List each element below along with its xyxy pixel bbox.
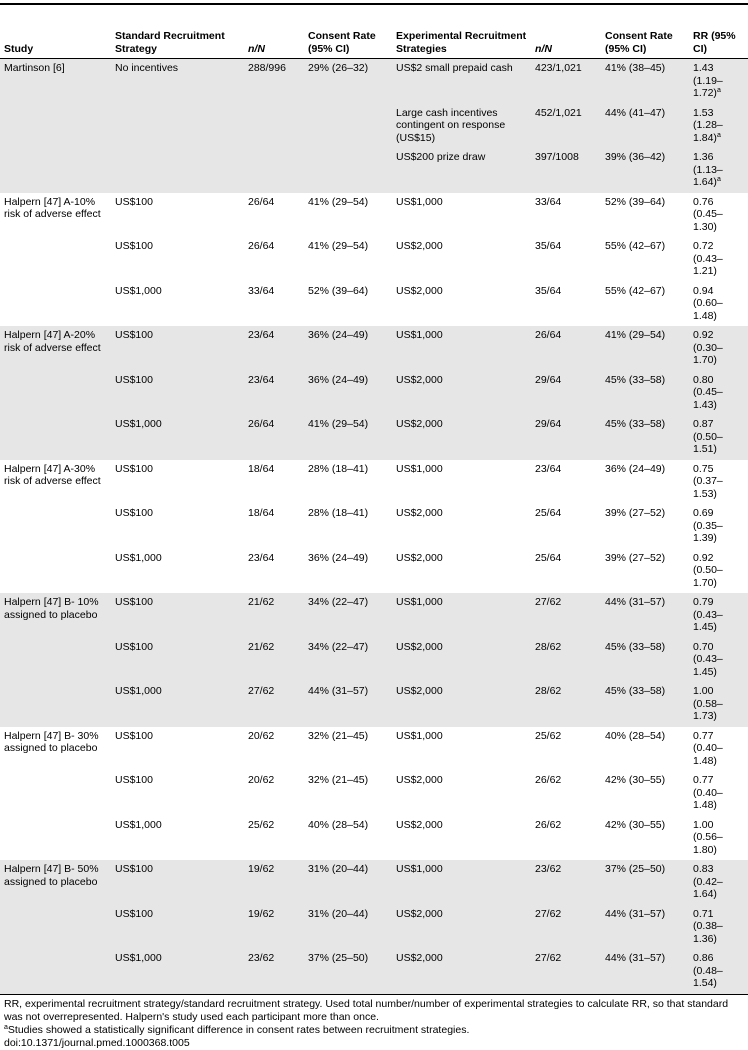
table-row: [0, 504, 748, 549]
cell-study: [0, 549, 111, 594]
header-experimental: Experimental Recruitment Strategies: [396, 30, 527, 55]
cell-standard-nn: 25/62: [248, 818, 275, 831]
cell-study: [0, 905, 111, 950]
table-row: [0, 549, 748, 594]
cell-standard-strategy: US$100: [115, 462, 153, 475]
cell-experimental-rate: 36% (24–49): [605, 462, 666, 475]
table-row: [0, 104, 748, 149]
cell-study: [0, 415, 111, 460]
cell-experimental-strategy: US$1,000: [392, 593, 531, 638]
cell-rr: 0.94 (0.60–1.48): [693, 284, 723, 322]
cell-experimental-rate: 52% (39–64): [605, 195, 666, 208]
cell-study: [0, 371, 111, 416]
table-row: [0, 282, 748, 327]
cell-experimental-nn: 25/64: [535, 507, 562, 519]
cell-standard-strategy: US$100: [115, 729, 153, 742]
cell-experimental-nn: 25/62: [535, 729, 562, 742]
cell-study: Halpern [47] A-10% risk of adverse effect: [4, 195, 101, 220]
footnote-significance: [4, 1024, 744, 1037]
cell-rr: 1.36 $(1.13-1.64)^a$: [689, 148, 748, 193]
cell-standard-nn: 23/64: [248, 551, 275, 564]
cell-experimental-rate: 44% (31–57): [601, 949, 689, 994]
cell-experimental-rate: 44% (31–57): [601, 905, 689, 950]
cell-standard-rate: 32% (21–45): [308, 729, 369, 742]
cell-standard-strategy: US$100: [111, 638, 244, 683]
cell-standard-strategy: US$100: [115, 240, 153, 252]
table-row: [0, 237, 748, 282]
cell-rr: 1.43 $(1.19-1.72)^a$: [689, 59, 748, 104]
cell-experimental-strategy: US$1,000: [396, 195, 443, 208]
cell-experimental-strategy: US$2,000: [396, 818, 443, 831]
cell-experimental-nn: 397/1008: [531, 148, 601, 193]
cell-experimental-rate: 44% (31–57): [601, 593, 689, 638]
cell-experimental-strategy: US$1,000: [392, 860, 531, 905]
cell-experimental-strategy: US$2,000: [396, 240, 443, 252]
cell-experimental-rate: 41% (29–54): [601, 326, 689, 371]
cell-standard-rate: [304, 148, 392, 193]
cell-rr: 0.69 (0.35–1.39): [693, 507, 723, 544]
cell-study: [0, 816, 111, 861]
cell-standard-strategy: US$100: [115, 507, 153, 519]
table-page: [0, 3, 748, 1050]
cell-experimental-rate: 45% (33–58): [601, 638, 689, 683]
cell-experimental-strategy: US$2,000: [392, 638, 531, 683]
cell-experimental-rate: 44% (41–47): [601, 104, 689, 149]
table-row: [0, 682, 748, 727]
cell-experimental-rate: 55% (42–67): [605, 240, 666, 252]
cell-experimental-nn: 27/62: [531, 905, 601, 950]
cell-experimental-rate: 42% (30–55): [605, 774, 666, 786]
cell-study: Halpern [47] B- 10% assigned to placebo: [0, 593, 111, 638]
cell-standard-rate: 44% (31–57): [304, 682, 392, 727]
cell-standard-rate: 36% (24–49): [304, 326, 392, 371]
cell-study: [0, 504, 111, 549]
cell-standard-strategy: US$100: [115, 774, 153, 786]
cell-standard-nn: 21/62: [244, 638, 304, 683]
cell-standard-rate: 40% (28–54): [308, 818, 369, 831]
cell-experimental-rate: 41% (38–45): [601, 59, 689, 104]
table-row: [0, 148, 748, 193]
cell-experimental-rate: 39% (36–42): [601, 148, 689, 193]
cell-experimental-nn: 26/62: [535, 774, 562, 786]
cell-standard-rate: 32% (21–45): [308, 774, 369, 786]
cell-standard-rate: 52% (39–64): [308, 284, 369, 297]
cell-standard-strategy: US$1,000: [111, 949, 244, 994]
cell-standard-nn: 19/62: [244, 860, 304, 905]
cell-experimental-nn: 33/64: [535, 195, 562, 208]
cell-experimental-nn: 27/62: [531, 949, 601, 994]
footnote-doi: doi:10.1371/journal.pmed.1000368.t005: [4, 1036, 190, 1049]
cell-study: [0, 237, 111, 282]
header-standard: Standard Recruitment Strategy: [115, 30, 225, 55]
cell-rr: 0.76 (0.45–1.30): [693, 195, 723, 233]
header-nn-standard: n/N: [248, 42, 265, 55]
cell-rr: 0.77 (0.40–1.48): [693, 774, 723, 811]
table-row: [0, 593, 748, 638]
table-footnotes: [0, 995, 748, 1050]
footnote-mark: a: [4, 1023, 8, 1031]
cell-rr: 0.71 (0.38–1.36): [689, 905, 748, 950]
header-rate-standard: Consent Rate (95% CI): [308, 30, 376, 55]
header-nn-experimental: n/N: [535, 42, 552, 55]
cell-standard-rate: 36% (24–49): [308, 551, 369, 564]
cell-experimental-strategy: US$2 small prepaid cash: [392, 59, 531, 104]
header-rr: RR (95% CI): [693, 30, 736, 55]
cell-study: [0, 949, 111, 994]
cell-standard-rate: 31% (20–44): [304, 905, 392, 950]
cell-experimental-rate: 55% (42–67): [605, 284, 666, 297]
cell-rr: 0.87 (0.50–1.51): [689, 415, 748, 460]
cell-experimental-nn: 35/64: [535, 240, 562, 252]
cell-study: Halpern [47] B- 50% assigned to placebo: [0, 860, 111, 905]
cell-experimental-nn: 28/62: [531, 682, 601, 727]
cell-rr: 0.77 (0.40–1.48): [693, 729, 723, 767]
table-row: [0, 193, 748, 238]
cell-experimental-rate: 45% (33–58): [601, 415, 689, 460]
cell-experimental-nn: 29/64: [531, 415, 601, 460]
cell-rr: 0.92 (0.30–1.70): [689, 326, 748, 371]
cell-standard-strategy: US$100: [115, 195, 153, 208]
cell-standard-nn: [244, 148, 304, 193]
cell-experimental-nn: 452/1,021: [531, 104, 601, 149]
cell-standard-nn: 23/62: [244, 949, 304, 994]
table-row: [0, 727, 748, 772]
cell-experimental-strategy: US$2,000: [392, 949, 531, 994]
cell-study: [0, 282, 111, 327]
cell-standard-rate: 28% (18–41): [308, 462, 369, 475]
cell-standard-nn: 20/62: [248, 774, 275, 786]
cell-rr: 0.80 (0.45–1.43): [689, 371, 748, 416]
cell-standard-rate: 41% (29–54): [304, 415, 392, 460]
cell-experimental-nn: 23/62: [531, 860, 601, 905]
footnote-significance-text: Studies showed a statistically significant difference in consent rates between recruitment strategies.: [7, 1023, 470, 1036]
cell-experimental-nn: 25/64: [535, 551, 562, 564]
footnote-abbreviations: RR, experimental recruitment strategy/standard recruitment strategy. Used total number/number of experimental strategies to calculate RR, so that standard was not overrepresented. Halpern's study used each participant more than once.: [4, 997, 729, 1023]
cell-study: Halpern [47] B- 30% assigned to placebo: [4, 729, 99, 754]
cell-standard-strategy: US$100: [111, 905, 244, 950]
cell-experimental-nn: 29/64: [531, 371, 601, 416]
cell-standard-nn: 23/64: [244, 326, 304, 371]
cell-rr: 0.75 (0.37–1.53): [693, 462, 723, 500]
table-row: [0, 771, 748, 816]
cell-standard-strategy: US$1,000: [111, 415, 244, 460]
cell-standard-nn: 288/996: [244, 59, 304, 104]
cell-standard-nn: 18/64: [248, 462, 275, 475]
cell-standard-nn: [244, 104, 304, 149]
cell-experimental-strategy: Large cash incentives contingent on response (US$15): [392, 104, 531, 149]
cell-experimental-strategy: US$200 prize draw: [392, 148, 531, 193]
cell-experimental-strategy: US$2,000: [396, 551, 443, 564]
table-row: [0, 638, 748, 683]
cell-standard-rate: 41% (29–54): [308, 195, 369, 208]
cell-experimental-strategy: US$1,000: [396, 462, 443, 475]
cell-rr: 0.92 (0.50–1.70): [693, 551, 723, 589]
cell-standard-rate: 34% (22–47): [304, 593, 392, 638]
cell-experimental-nn: 26/62: [535, 818, 562, 831]
cell-study: Halpern [47] A-30% risk of adverse effect: [4, 462, 101, 487]
cell-experimental-nn: 423/1,021: [531, 59, 601, 104]
cell-rr: 1.00 (0.56–1.80): [693, 818, 723, 856]
cell-standard-strategy: US$100: [111, 326, 244, 371]
cell-rr: 0.70 (0.43–1.45): [689, 638, 748, 683]
cell-standard-strategy: [111, 104, 244, 149]
cell-standard-nn: 18/64: [248, 507, 275, 519]
cell-experimental-nn: 27/62: [531, 593, 601, 638]
table-row: [0, 326, 748, 371]
cell-experimental-rate: 45% (33–58): [601, 371, 689, 416]
cell-experimental-rate: 40% (28–54): [605, 729, 666, 742]
cell-experimental-strategy: US$2,000: [392, 682, 531, 727]
cell-standard-rate: 34% (22–47): [304, 638, 392, 683]
cell-experimental-nn: 26/64: [531, 326, 601, 371]
cell-study: [0, 682, 111, 727]
table-body: [0, 59, 748, 995]
cell-standard-nn: 20/62: [248, 729, 275, 742]
cell-standard-strategy: US$1,000: [115, 284, 162, 297]
cell-study: [0, 148, 111, 193]
cell-standard-strategy: US$1,000: [115, 818, 162, 831]
header-row: [0, 5, 748, 59]
table-row: [0, 371, 748, 416]
cell-standard-nn: 19/62: [244, 905, 304, 950]
table-row: [0, 905, 748, 950]
cell-experimental-rate: 39% (27–52): [605, 551, 666, 564]
cell-study: [0, 638, 111, 683]
cell-standard-strategy: US$1,000: [111, 682, 244, 727]
cell-experimental-nn: 28/62: [531, 638, 601, 683]
cell-standard-strategy: US$100: [111, 860, 244, 905]
cell-experimental-strategy: US$2,000: [396, 774, 443, 786]
cell-study: [0, 104, 111, 149]
cell-standard-rate: [304, 104, 392, 149]
cell-standard-strategy: No incentives: [111, 59, 244, 104]
significance-mark: a: [716, 131, 721, 139]
cell-standard-strategy: [111, 148, 244, 193]
cell-experimental-strategy: US$2,000: [392, 905, 531, 950]
cell-rr: 0.83 (0.42–1.64): [689, 860, 748, 905]
cell-rr: 0.79 (0.43–1.45): [689, 593, 748, 638]
cell-standard-nn: 26/64: [244, 415, 304, 460]
cell-experimental-nn: 23/64: [535, 462, 562, 475]
cell-experimental-rate: 42% (30–55): [605, 818, 666, 831]
table-row: [0, 460, 748, 505]
cell-standard-nn: 26/64: [248, 195, 275, 208]
cell-standard-nn: 21/62: [244, 593, 304, 638]
cell-standard-rate: 36% (24–49): [304, 371, 392, 416]
cell-experimental-rate: 45% (33–58): [601, 682, 689, 727]
cell-experimental-strategy: US$1,000: [396, 729, 443, 742]
cell-rr: 1.53 $(1.28-1.84)^a$: [689, 104, 748, 149]
cell-standard-nn: 27/62: [244, 682, 304, 727]
cell-standard-rate: 41% (29–54): [308, 240, 369, 252]
header-rate-experimental: Consent Rate (95% CI): [605, 30, 673, 55]
cell-experimental-strategy: US$2,000: [392, 415, 531, 460]
results-table: [0, 5, 748, 995]
cell-standard-rate: 29% (26–32): [304, 59, 392, 104]
cell-standard-nn: 26/64: [248, 240, 275, 252]
header-study: Study: [4, 42, 34, 55]
cell-experimental-strategy: US$1,000: [392, 326, 531, 371]
cell-rr: 0.86 (0.48–1.54): [689, 949, 748, 994]
cell-study: Halpern [47] A-20% risk of adverse effect: [0, 326, 111, 371]
cell-study: [0, 771, 111, 816]
cell-standard-rate: 31% (20–44): [304, 860, 392, 905]
cell-experimental-nn: 35/64: [535, 284, 562, 297]
cell-standard-rate: 37% (25–50): [304, 949, 392, 994]
cell-standard-strategy: US$1,000: [115, 551, 162, 564]
significance-mark: a: [716, 87, 721, 94]
table-row: [0, 860, 748, 905]
cell-standard-nn: 23/64: [244, 371, 304, 416]
cell-experimental-strategy: US$2,000: [392, 371, 531, 416]
cell-standard-strategy: US$100: [111, 371, 244, 416]
cell-study: Martinson [6]: [0, 59, 111, 104]
cell-experimental-strategy: US$2,000: [396, 284, 443, 297]
cell-standard-rate: 28% (18–41): [308, 507, 369, 519]
cell-experimental-rate: 39% (27–52): [605, 507, 666, 519]
cell-experimental-strategy: US$2,000: [396, 507, 443, 519]
table-row: [0, 816, 748, 861]
cell-experimental-rate: 37% (25–50): [601, 860, 689, 905]
table-row: [0, 949, 748, 994]
cell-standard-nn: 33/64: [248, 284, 275, 297]
significance-mark: a: [716, 176, 721, 183]
table-row: [0, 59, 748, 104]
cell-rr: 1.00 (0.58–1.73): [689, 682, 748, 727]
table-row: [0, 415, 748, 460]
cell-standard-strategy: US$100: [111, 593, 244, 638]
cell-rr: 0.72 (0.43–1.21): [693, 240, 723, 277]
